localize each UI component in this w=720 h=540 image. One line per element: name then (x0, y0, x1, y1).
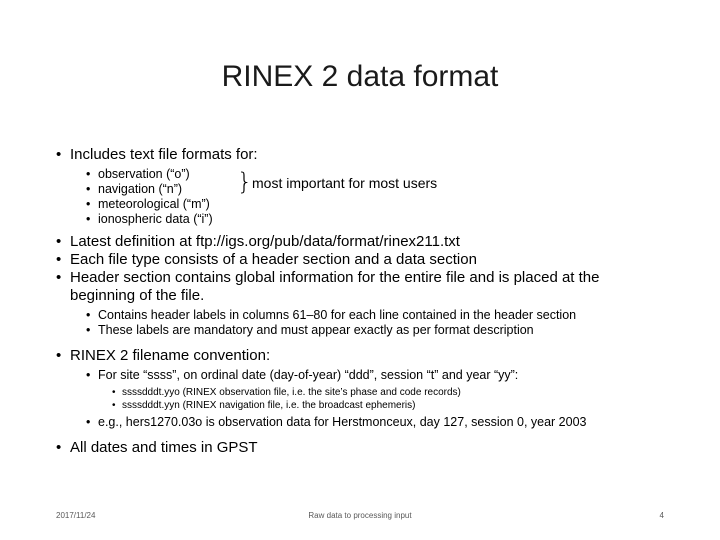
format-navigation: • navigation (“n”) (86, 182, 666, 197)
filename-sub-list (86, 368, 666, 383)
slide-title: RINEX 2 data format (221, 60, 499, 93)
bullet-list-main (56, 233, 666, 305)
format-group (86, 167, 666, 227)
footer-page-number: 4 (659, 511, 664, 520)
format-ionospheric: • ionospheric data (“i”) (86, 212, 666, 227)
site-example-observation: • ssssdddt.yyo (RINEX observation file, i.e. the site’s phase and code records) (112, 386, 666, 399)
format-observation: • observation (“o”) (86, 167, 666, 182)
bullet-all-dates: • All dates and times in GPST (56, 439, 666, 457)
curly-brace-icon: } (237, 168, 253, 196)
site-example-list (112, 386, 666, 412)
bullet-header-section: • Header section contains global information for the entire file and is placed at the beginning of the file. (56, 269, 666, 305)
bullet-list (56, 146, 666, 164)
format-meteorological: • meteorological (“m”) (86, 197, 666, 212)
bullet-list-filename (56, 347, 666, 365)
footer-title: Raw data to processing input (308, 511, 412, 520)
filename-example: • e.g., hers1270.03o is observation data for Herstmonceux, day 127, session 0, year 2003 (86, 415, 666, 430)
bullet-latest-definition: • Latest definition at ftp://igs.org/pub/data/format/rinex211.txt (56, 233, 666, 251)
bullet-filename-convention: • RINEX 2 filename convention: (56, 347, 666, 365)
footer-date: 2017/11/24 (56, 511, 96, 520)
header-sub-mandatory: • These labels are mandatory and must appear exactly as per format description (86, 323, 666, 338)
site-example-navigation: • ssssdddt.yyn (RINEX navigation file, i.e. the broadcast ephemeris) (112, 399, 666, 412)
header-sub-columns: • Contains header labels in columns 61–80 for each line contained in the header section (86, 308, 666, 323)
example-list (86, 415, 666, 430)
site-rule: • For site “ssss”, on ordinal date (day-of-year) “ddd”, session “t” and year “yy”: (86, 368, 666, 383)
bullet-includes: • Includes text file formats for: (56, 146, 666, 164)
bullet-file-type: • Each file type consists of a header section and a data section (56, 251, 666, 269)
slide-content (56, 146, 666, 457)
header-sub-list (86, 308, 666, 338)
brace-note: most important for most users (252, 175, 438, 191)
bullet-list-dates (56, 439, 666, 457)
